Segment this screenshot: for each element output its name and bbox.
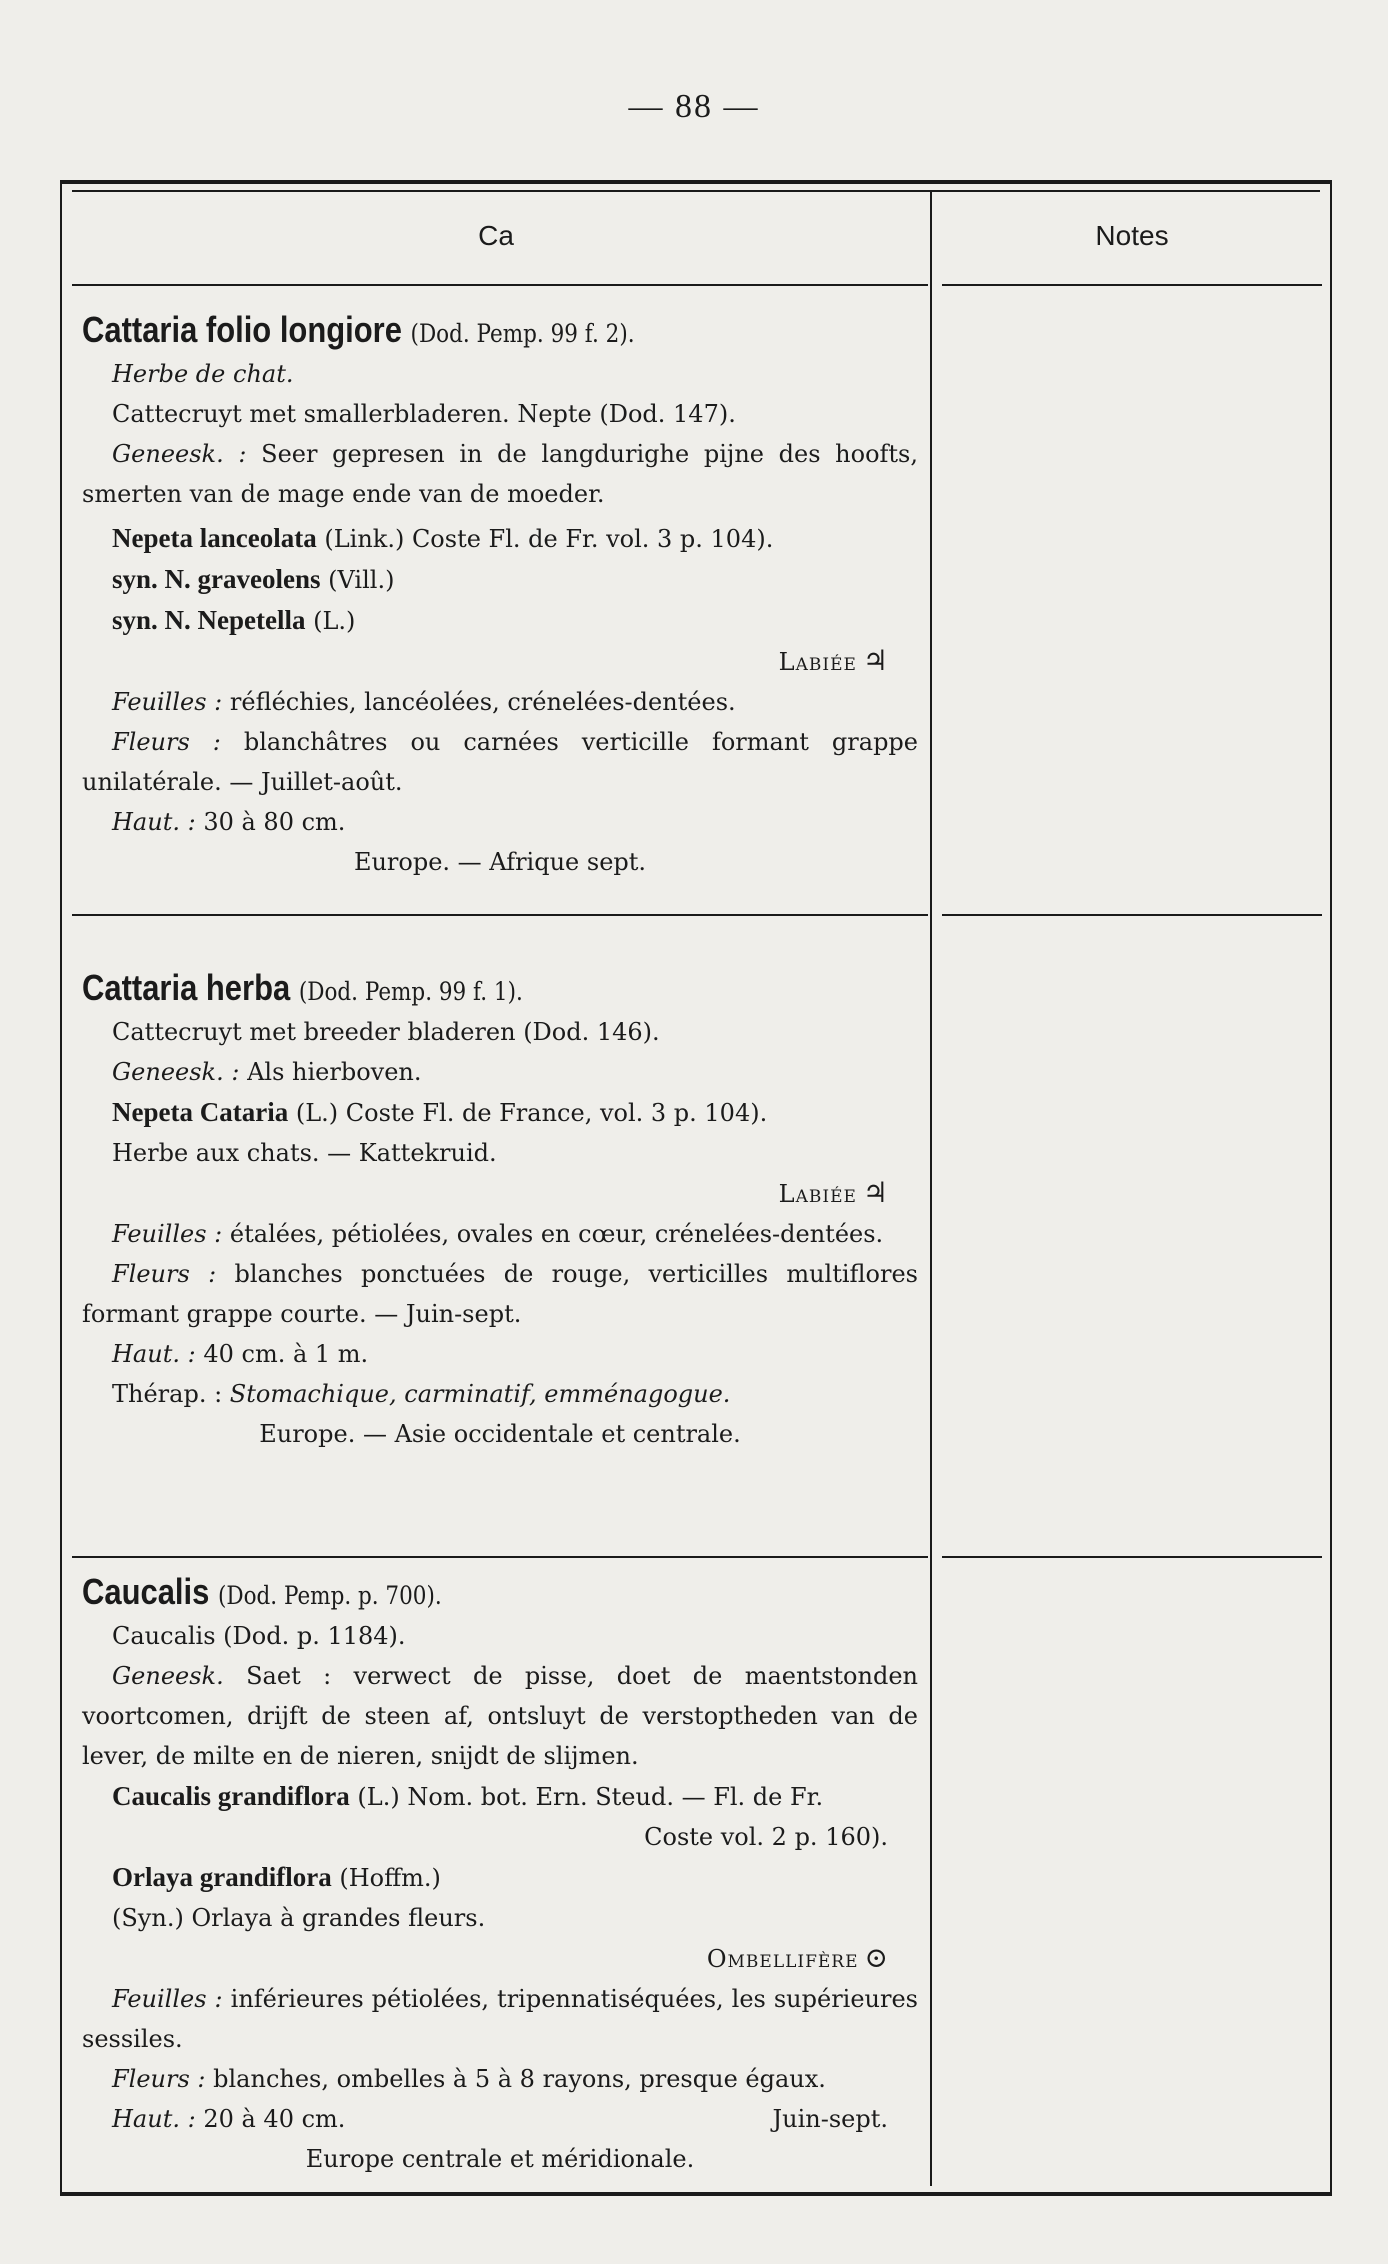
table-frame: [60, 180, 1332, 2196]
perennial-symbol-icon: ♃: [862, 644, 888, 677]
family-line: Labiée ♃: [778, 1176, 888, 1209]
fleurs-line: Fleurs : blanches, ombelles à 5 à 8 rayons, presque égaux.: [112, 2065, 826, 2093]
flowering-period: Juin-sept.: [772, 2105, 888, 2133]
haut-line: Haut. : 40 cm. à 1 m.: [112, 1340, 369, 1368]
entry-title-source: (Dod. Pemp. p. 700).: [217, 1581, 442, 1610]
geneesk-paragraph: Geneesk. : Seer gepresen in de langdurighe pijne des hoofts, smerten van de mage ende van de moeder.: [82, 440, 919, 508]
feuilles-paragraph: Feuilles : inférieures pétiolées, tripennatiséquées, les supérieures sessiles.: [82, 1985, 918, 2053]
latin-ref-continued: Coste vol. 2 p. 160).: [644, 1823, 888, 1851]
entry-rule-right: [942, 914, 1322, 916]
annual-symbol-icon: ⊙: [864, 1941, 888, 1974]
fleurs-paragraph: Fleurs : blanchâtres ou carnées verticille formant grappe unilatérale. — Juillet-août.: [82, 728, 918, 796]
region-line: Europe centrale et méridionale.: [305, 2145, 695, 2173]
entry-title: Cattaria herba: [82, 967, 291, 1008]
page-number: — 88 —: [628, 88, 760, 125]
column-divider: [930, 190, 932, 2186]
dutch-name: Cattecruyt met smallerbladeren. Nepte (Dod. 147).: [112, 400, 736, 428]
haut-line: Haut. : 30 à 80 cm.: [112, 808, 346, 836]
entry-caucalis: [82, 1572, 918, 2179]
entry-cattaria-herba: [82, 968, 918, 1454]
family-line: Labiée ♃: [778, 644, 888, 677]
dutch-name: Caucalis (Dod. p. 1184).: [112, 1622, 406, 1650]
entry-rule-left: [72, 1556, 928, 1558]
region-line: Europe. — Afrique sept.: [353, 848, 647, 876]
header-rule-left: [72, 284, 928, 286]
feuilles-line: Feuilles : réfléchies, lancéolées, crénelées-dentées.: [112, 688, 736, 716]
perennial-symbol-icon: ♃: [862, 1176, 888, 1209]
region-line: Europe. — Asie occidentale et centrale.: [259, 1420, 741, 1448]
therap-line: Thérap. : Stomachique, carminatif, emménagogue.: [112, 1380, 731, 1408]
french-name: Herbe de chat.: [112, 360, 294, 388]
latin-name-line: Nepeta lanceolata (Link.) Coste Fl. de Fr. vol. 3 p. 104).: [112, 523, 774, 553]
dutch-name: Cattecruyt met breeder bladeren (Dod. 146).: [112, 1018, 660, 1046]
column-header-notes: Notes: [1095, 220, 1169, 251]
common-names: Herbe aux chats. — Kattekruid.: [112, 1139, 497, 1167]
entry-title-source: (Dod. Pemp. 99 f. 1).: [298, 977, 523, 1006]
entry-title: Caucalis: [82, 1571, 210, 1612]
entry-title: Cattaria folio longiore: [82, 309, 402, 350]
geneesk-paragraph: Geneesk. Saet : verwect de pisse, doet de maentstonden voortcomen, drijft de steen af, ontsluyt de verstoptheden van de lever, de milte en de nieren, snijdt de slijmen.: [82, 1662, 918, 1770]
haut-line: Haut. : 20 à 40 cm. Juin-sept.: [82, 2099, 918, 2139]
entry-rule-right: [942, 1556, 1322, 1558]
entry-title-source: (Dod. Pemp. 99 f. 2).: [410, 319, 635, 348]
column-header-ca: Ca: [478, 220, 514, 251]
fleurs-paragraph: Fleurs : blanches ponctuées de rouge, verticilles multiflores formant grappe courte. — Juin-sept.: [82, 1260, 918, 1328]
inner-top-rule: [72, 190, 1320, 192]
feuilles-paragraph: Feuilles : étalées, pétiolées, ovales en cœur, crénelées-dentées.: [112, 1220, 884, 1248]
latin-name-line: Caucalis grandiflora (L.) Nom. bot. Ern. Steud. — Fl. de Fr.: [112, 1781, 824, 1811]
header-rule-right: [942, 284, 1322, 286]
geneesk-line: Geneesk. : Als hierboven.: [112, 1058, 422, 1086]
synonym-line: (Syn.) Orlaya à grandes fleurs.: [112, 1904, 486, 1932]
orlaya-line: Orlaya grandiflora (Hoffm.): [112, 1862, 441, 1892]
synonym-line: syn. N. graveolens (Vill.): [112, 564, 395, 594]
family-line: Ombellifère ⊙: [706, 1941, 888, 1974]
synonym-line: syn. N. Nepetella (L.): [112, 605, 356, 635]
entry-rule-left: [72, 914, 928, 916]
entry-cattaria-folio-longiore: [82, 310, 918, 882]
latin-name-line: Nepeta Cataria (L.) Coste Fl. de France, vol. 3 p. 104).: [112, 1097, 768, 1127]
